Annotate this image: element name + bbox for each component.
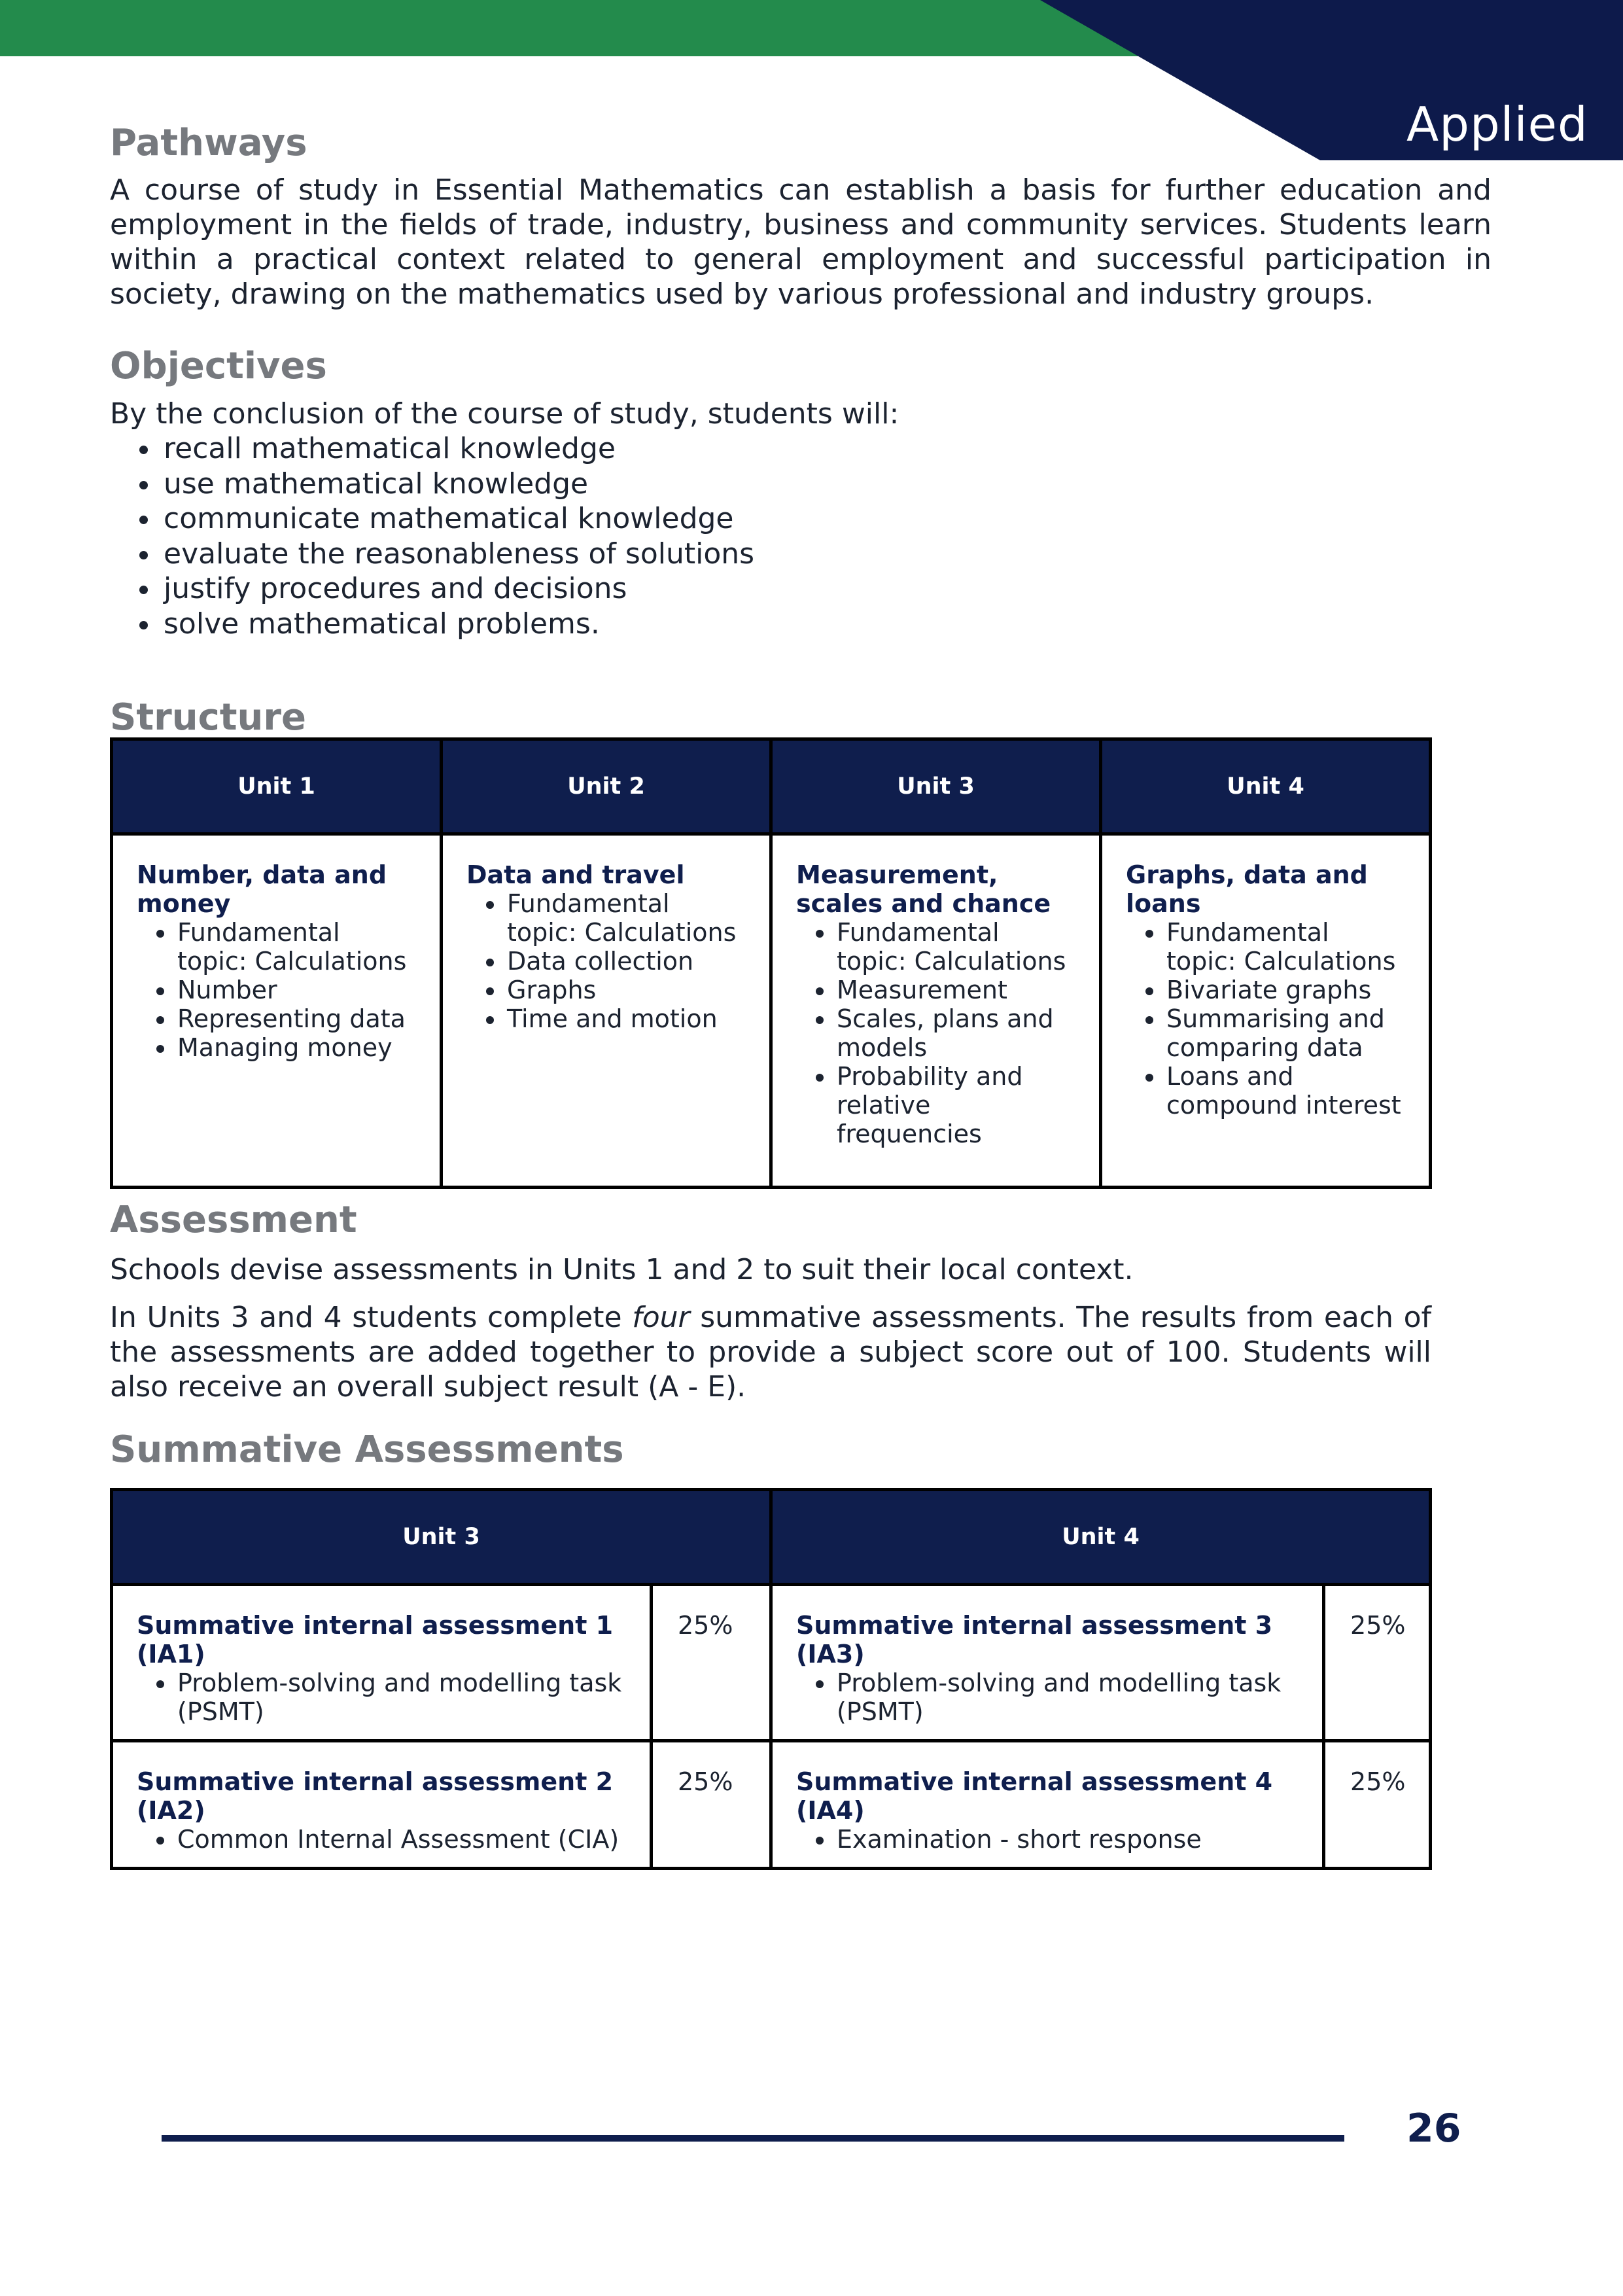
structure-unit4-header: Unit 4: [1101, 739, 1431, 834]
ia2-title: Summative internal assessment 2 (IA2): [137, 1767, 614, 1825]
pathways-body: A course of study in Essential Mathematics can establish a basis for further education and employment in the fields of trade, industry, business and community services. Students learn within a practical context related to general employment and successful participation in society, drawing on the mathematics used by various professional and industry groups.: [110, 173, 1492, 311]
topic-item: • Measurement: [835, 976, 1075, 1004]
topic-item: • Scales, plans and models: [835, 1004, 1075, 1062]
ia4-item: • Examination - short response: [835, 1825, 1299, 1854]
ia4-weight: 25%: [1324, 1741, 1431, 1869]
structure-unit2-header: Unit 2: [442, 739, 771, 834]
assessment-para1: Schools devise assessments in Units 1 and 2 to suit their local context.: [110, 1253, 1134, 1286]
ia1-list: [137, 1669, 626, 1726]
topic-item: • Probability and relative frequencies: [835, 1062, 1075, 1148]
topic-item: • Loans and compound interest: [1165, 1062, 1405, 1120]
ia3-list: [796, 1669, 1299, 1726]
structure-unit2-cell: [442, 834, 771, 1188]
assessment-para2: [110, 1300, 1431, 1404]
topic-list: [1126, 918, 1405, 1120]
unit-title: Data and travel: [466, 860, 685, 889]
ia3-cell: [771, 1585, 1324, 1741]
structure-heading: Structure: [110, 696, 307, 739]
structure-unit1-cell: [112, 834, 442, 1188]
topic-item: • Bivariate graphs: [1165, 976, 1405, 1004]
ia1-cell: [112, 1585, 652, 1741]
assessment-heading: Assessment: [110, 1199, 357, 1241]
topic-item: • Fundamental topic: Calculations: [835, 918, 1075, 976]
unit-title: Graphs, data and loans: [1126, 860, 1368, 918]
structure-unit3-cell: [771, 834, 1101, 1188]
ia1-item: • Problem-solving and modelling task (PSMT): [176, 1669, 626, 1726]
objective-item: • recall mathematical knowledge: [161, 431, 754, 467]
objective-item: • communicate mathematical knowledge: [161, 501, 754, 537]
structure-unit3-header: Unit 3: [771, 739, 1101, 834]
summative-unit4-header: Unit 4: [771, 1490, 1431, 1585]
structure-table: [110, 737, 1432, 1189]
assessment-para2-end: summative assessments. The results from each of the assessments are added together to provide a subject score out of 100. Students will also receive an overall subject result (A - E).: [110, 1301, 1431, 1404]
objective-item: • evaluate the reasonableness of solutions: [161, 537, 754, 572]
ia3-item: • Problem-solving and modelling task (PSMT): [835, 1669, 1299, 1726]
topic-item: • Managing money: [176, 1033, 416, 1062]
objectives-intro: By the conclusion of the course of study, students will:: [110, 397, 899, 431]
ia2-list: [137, 1825, 626, 1854]
topic-item: • Time and motion: [506, 1004, 746, 1033]
ia1-title: Summative internal assessment 1 (IA1): [137, 1611, 614, 1669]
track-label: Applied: [1406, 97, 1588, 152]
objective-item: • justify procedures and decisions: [161, 571, 754, 607]
assessment-para2-emphasis: four: [632, 1301, 690, 1334]
ia2-cell: [112, 1741, 652, 1869]
ia4-title: Summative internal assessment 4 (IA4): [796, 1767, 1273, 1825]
assessment-para2-start: In Units 3 and 4 students complete: [110, 1301, 633, 1334]
header-green-bar: [0, 0, 1138, 56]
topic-item: • Fundamental topic: Calculations: [176, 918, 416, 976]
topic-item: • Number: [176, 976, 416, 1004]
topic-list: [466, 889, 746, 1033]
objective-item: • solve mathematical problems.: [161, 607, 754, 642]
ia4-cell: [771, 1741, 1324, 1869]
summative-heading: Summative Assessments: [110, 1428, 624, 1471]
ia1-weight: 25%: [652, 1585, 771, 1741]
objective-item: • use mathematical knowledge: [161, 467, 754, 502]
ia2-item: • Common Internal Assessment (CIA): [176, 1825, 626, 1854]
ia3-title: Summative internal assessment 3 (IA3): [796, 1611, 1273, 1669]
topic-item: • Summarising and comparing data: [1165, 1004, 1405, 1062]
ia3-weight: 25%: [1324, 1585, 1431, 1741]
unit-title: Measurement, scales and chance: [796, 860, 1051, 918]
topic-item: • Fundamental topic: Calculations: [506, 889, 746, 947]
summative-unit3-header: Unit 3: [112, 1490, 771, 1585]
ia2-weight: 25%: [652, 1741, 771, 1869]
topic-list: [137, 918, 416, 1062]
topic-item: • Graphs: [506, 976, 746, 1004]
page-number: 26: [1406, 2106, 1461, 2151]
objectives-heading: Objectives: [110, 345, 327, 387]
objectives-list: [110, 431, 754, 641]
ia4-list: [796, 1825, 1299, 1854]
footer-rule: [162, 2135, 1344, 2142]
unit-title: Number, data and money: [137, 860, 387, 918]
structure-unit1-header: Unit 1: [112, 739, 442, 834]
summative-table: [110, 1488, 1432, 1870]
topic-list: [796, 918, 1075, 1148]
topic-item: • Representing data: [176, 1004, 416, 1033]
structure-unit4-cell: [1101, 834, 1431, 1188]
pathways-heading: Pathways: [110, 122, 307, 164]
topic-item: • Fundamental topic: Calculations: [1165, 918, 1405, 976]
topic-item: • Data collection: [506, 947, 746, 976]
